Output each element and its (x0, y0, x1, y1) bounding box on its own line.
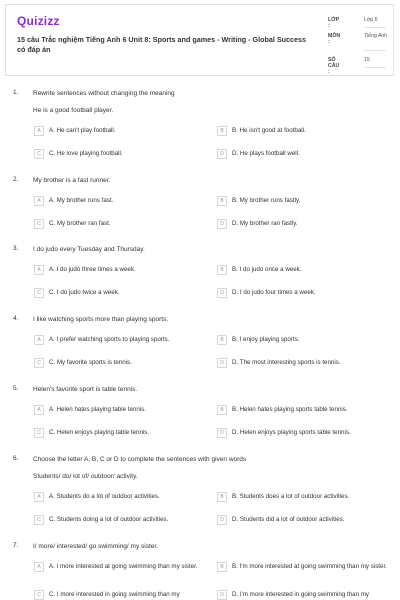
option-letter-b: B (217, 265, 227, 275)
option-text: B. I do judo once a week. (232, 266, 302, 273)
option-letter-c: C (34, 590, 44, 600)
option-text: D. Helen enjoys playing sports table tennis. (232, 429, 351, 436)
option-text: A. He can't play football. (49, 127, 116, 134)
option-letter-d: D (217, 428, 227, 438)
count-label: SỐ CÂU : (328, 57, 340, 75)
subject-value: Tiếng Anh (364, 33, 388, 39)
option-text: C. He love playing football. (49, 150, 123, 157)
option-text: D. The most interesting sports is tennis. (232, 359, 341, 366)
option-text: B. I enjoy playing sports. (232, 336, 300, 343)
option-text: C. Helen enjoys playing table tennis. (49, 429, 150, 436)
option-text: C. My favorite sports is tennis. (49, 359, 132, 366)
question-text: I/ more/ interested/ go swimming/ my sister. (33, 543, 158, 550)
option-letter-d: D (217, 288, 227, 298)
question-number: 4. (13, 315, 19, 322)
question-number: 1. (13, 89, 19, 96)
option-text: A. I prefer watching sports to playing sports. (49, 336, 170, 343)
option-letter-b: B (217, 196, 227, 206)
option-text: D. I do judo four times a week. (232, 289, 316, 296)
option-text: A. I do judo three times a week. (49, 266, 136, 273)
option-text: C. I more interested in going swimming than my (49, 591, 180, 598)
question-number: 6. (13, 455, 19, 462)
option-text: A. Students do a lot of outdoor activities. (49, 493, 160, 500)
question-number: 2. (13, 176, 19, 183)
option-text: C. Students doing a lot of outdoor activities. (49, 516, 169, 523)
option-letter-b: B (217, 126, 227, 136)
option-letter-b: B (217, 562, 227, 572)
class-label: LỚP : (328, 17, 339, 29)
option-letter-a: A (34, 335, 44, 345)
quizizz-logo: Quizizz (17, 14, 60, 28)
question-text: My brother is a fast runner. (33, 177, 111, 184)
option-letter-c: C (34, 288, 44, 298)
option-text: B. My brother runs fastly. (232, 197, 301, 204)
option-letter-a: A (34, 562, 44, 572)
option-letter-a: A (34, 126, 44, 136)
option-letter-c: C (34, 219, 44, 229)
question-number: 5. (13, 385, 19, 392)
option-text: B. He isn't good at football. (232, 127, 306, 134)
divider (364, 27, 386, 28)
option-letter-d: D (217, 358, 227, 368)
subject-label: MÔN : (328, 33, 341, 45)
option-letter-d: D (217, 219, 227, 229)
class-value: Lớp 6 (364, 17, 378, 23)
option-letter-c: C (34, 358, 44, 368)
option-letter-c: C (34, 428, 44, 438)
option-letter-a: A (34, 405, 44, 415)
option-letter-d: D (217, 149, 227, 159)
count-value: 15 (364, 57, 370, 63)
option-letter-b: B (217, 405, 227, 415)
option-text: D. I'm more interested in going swimming than my (232, 591, 370, 598)
option-text: B. I'm more interested at going swimming than my sister. (232, 563, 387, 570)
question-subtext: He is a good football player. (33, 107, 114, 114)
option-text: D. He plays football well. (232, 150, 300, 157)
option-text: A. I more interested at going swimming than my sister. (49, 563, 198, 570)
question-subtext: Students/ do/ lot of/ outdoor/ activity. (33, 473, 138, 480)
option-text: C. I do judo twice a week. (49, 289, 120, 296)
option-letter-d: D (217, 515, 227, 525)
divider (364, 50, 386, 51)
question-text: Rewrite sentences without changing the meaning (33, 90, 175, 97)
option-text: B. Students does a lot of outdoor activities. (232, 493, 350, 500)
question-text: I like watching sports more than playing sports. (33, 316, 169, 323)
option-text: B. Helen hates playing sports table tennis. (232, 406, 348, 413)
option-text: A. My brother runs fast. (49, 197, 114, 204)
question-text: I do judo every Tuesday and Thursday. (33, 246, 145, 253)
option-letter-b: B (217, 335, 227, 345)
question-text: Choose the letter A, B, C or D to complete the sentences with given words (33, 456, 247, 463)
option-letter-a: A (34, 196, 44, 206)
option-text: A. Helen hates playing table tennis. (49, 406, 146, 413)
option-letter-a: A (34, 265, 44, 275)
option-letter-a: A (34, 492, 44, 502)
option-text: C. My brother ran fast. (49, 220, 111, 227)
question-number: 3. (13, 245, 19, 252)
divider (364, 67, 386, 68)
option-letter-b: B (217, 492, 227, 502)
option-text: D. Students did a lot of outdoor activities. (232, 516, 345, 523)
option-text: D. My brother ran fastly. (232, 220, 298, 227)
question-text: Helen's favorite sport is table tennis. (33, 386, 138, 393)
option-letter-d: D (217, 590, 227, 600)
option-letter-c: C (34, 149, 44, 159)
option-letter-c: C (34, 515, 44, 525)
worksheet-header (5, 4, 394, 76)
question-number: 7. (13, 542, 19, 549)
page-title: 15 câu Trắc nghiệm Tiếng Anh 6 Unit 8: Sports and games - Writing - Global Success có đáp án (17, 35, 307, 54)
